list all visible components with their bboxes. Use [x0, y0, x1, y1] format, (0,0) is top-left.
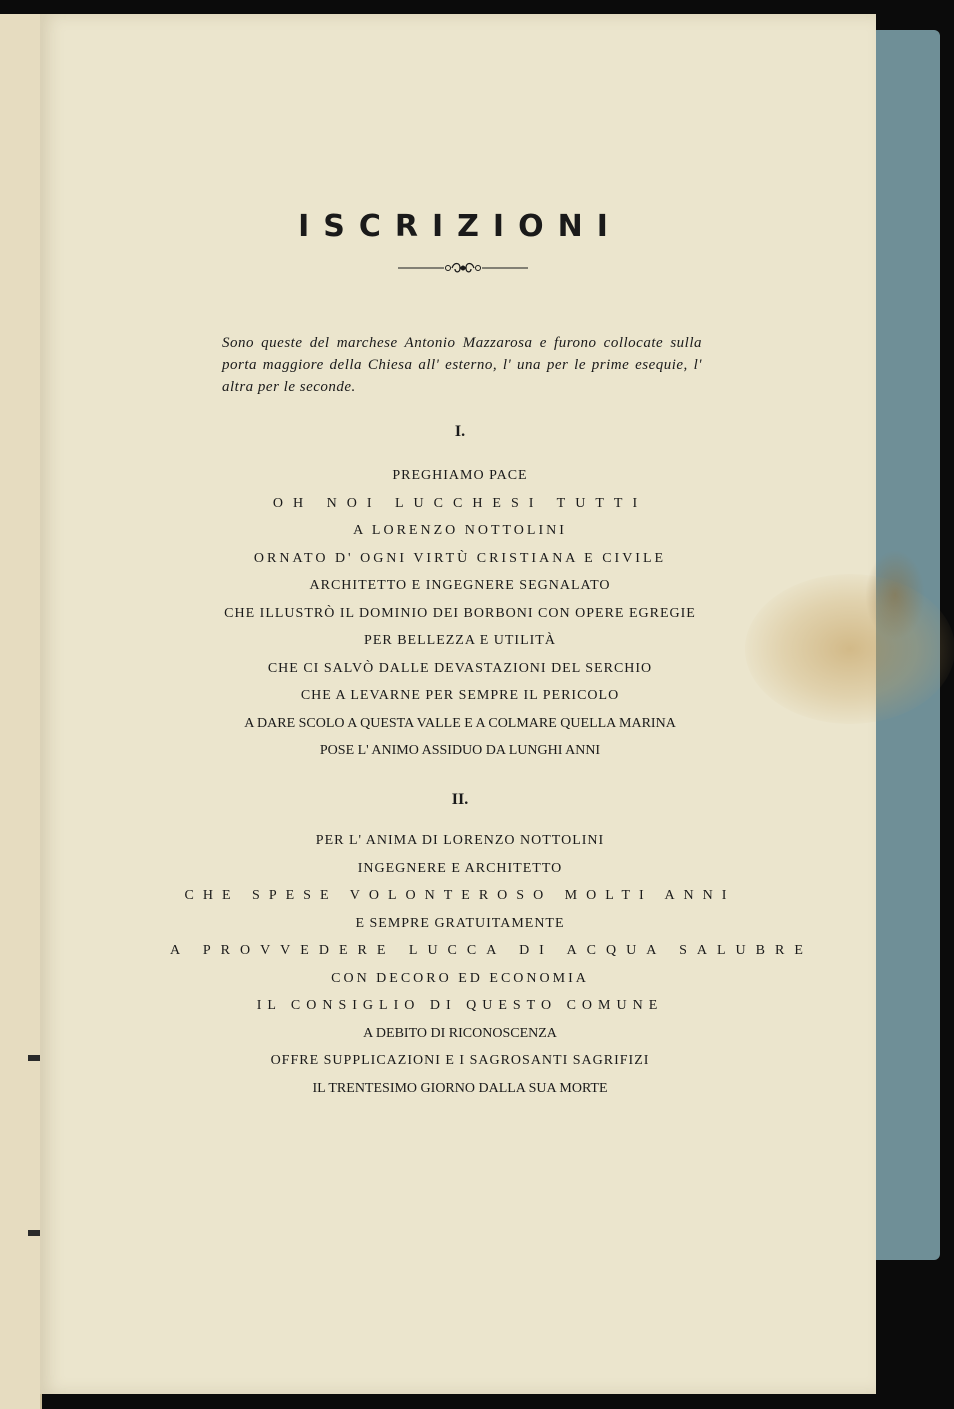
inscription-line: CON DECORO ED ECONOMIA — [331, 970, 589, 986]
inscription-line: PER L' ANIMA DI LORENZO NOTTOLINI — [315, 833, 605, 848]
facing-page-edge — [0, 14, 42, 1409]
page-title: ISCRIZIONI — [298, 209, 622, 244]
inscription-line: IL CONSIGLIO DI QUESTO COMUNE — [256, 998, 664, 1013]
inscription-line: A PROVVEDERE LUCCA DI ACQUA SALUBRE — [170, 943, 813, 958]
introduction-text: Sono queste del marchese Antonio Mazzarosa e furono collocate sulla porta maggiore della Chiesa all' esterno, l' una per le prime esequie, l' altra per le seconde. — [222, 335, 702, 395]
inscription-2 — [170, 827, 813, 1102]
binding-mark — [28, 1230, 40, 1236]
inscription-line: A LORENZO NOTTOLINI — [353, 523, 567, 538]
inscription-line: CHE SPESE VOLONTEROSO MOLTI ANNI — [184, 888, 736, 903]
inscription-line: ARCHITETTO E INGEGNERE SEGNALATO — [309, 578, 611, 593]
inscription-line: CHE A LEVARNE PER SEMPRE IL PERICOLO — [300, 688, 620, 703]
book-page — [40, 14, 876, 1394]
inscription-line: OH NOI LUCCHESI TUTTI — [272, 495, 648, 511]
binding-mark — [28, 1055, 40, 1061]
inscription-line: POSE L' ANIMO ASSIDUO DA LUNGHI ANNI — [319, 743, 601, 758]
section-numeral-1: I. — [454, 423, 466, 440]
inscription-1 — [170, 462, 750, 765]
inscription-line: A DARE SCOLO A QUESTA VALLE E A COLMARE QUELLA MARINA — [244, 715, 676, 731]
inscription-line: ORNATO D' OGNI VIRTÙ CRISTIANA E CIVILE — [253, 550, 667, 566]
inscription-line: A DEBITO DI RICONOSCENZA — [363, 1025, 557, 1041]
edge-stain — [865, 550, 925, 640]
inscription-line: IL TRENTESIMO GIORNO DALLA SUA MORTE — [312, 1080, 608, 1096]
inscription-line: CHE CI SALVÒ DALLE DEVASTAZIONI DEL SERCHIO — [267, 660, 653, 676]
ornament-divider-icon — [398, 260, 528, 276]
inscription-line: OFFRE SUPPLICAZIONI E I SAGROSANTI SAGRIFIZI — [270, 1053, 650, 1068]
inscription-line: PER BELLEZZA E UTILITÀ — [364, 633, 556, 648]
inscription-line: CHE ILLUSTRÒ IL DOMINIO DEI BORBONI CON OPERE EGREGIE — [224, 605, 696, 621]
inscription-line: PREGHIAMO PACE — [392, 468, 528, 483]
inscription-line: INGEGNERE E ARCHITETTO — [357, 860, 563, 876]
inscription-line: E SEMPRE GRATUITAMENTE — [355, 915, 565, 931]
section-numeral-2: II. — [451, 791, 469, 808]
